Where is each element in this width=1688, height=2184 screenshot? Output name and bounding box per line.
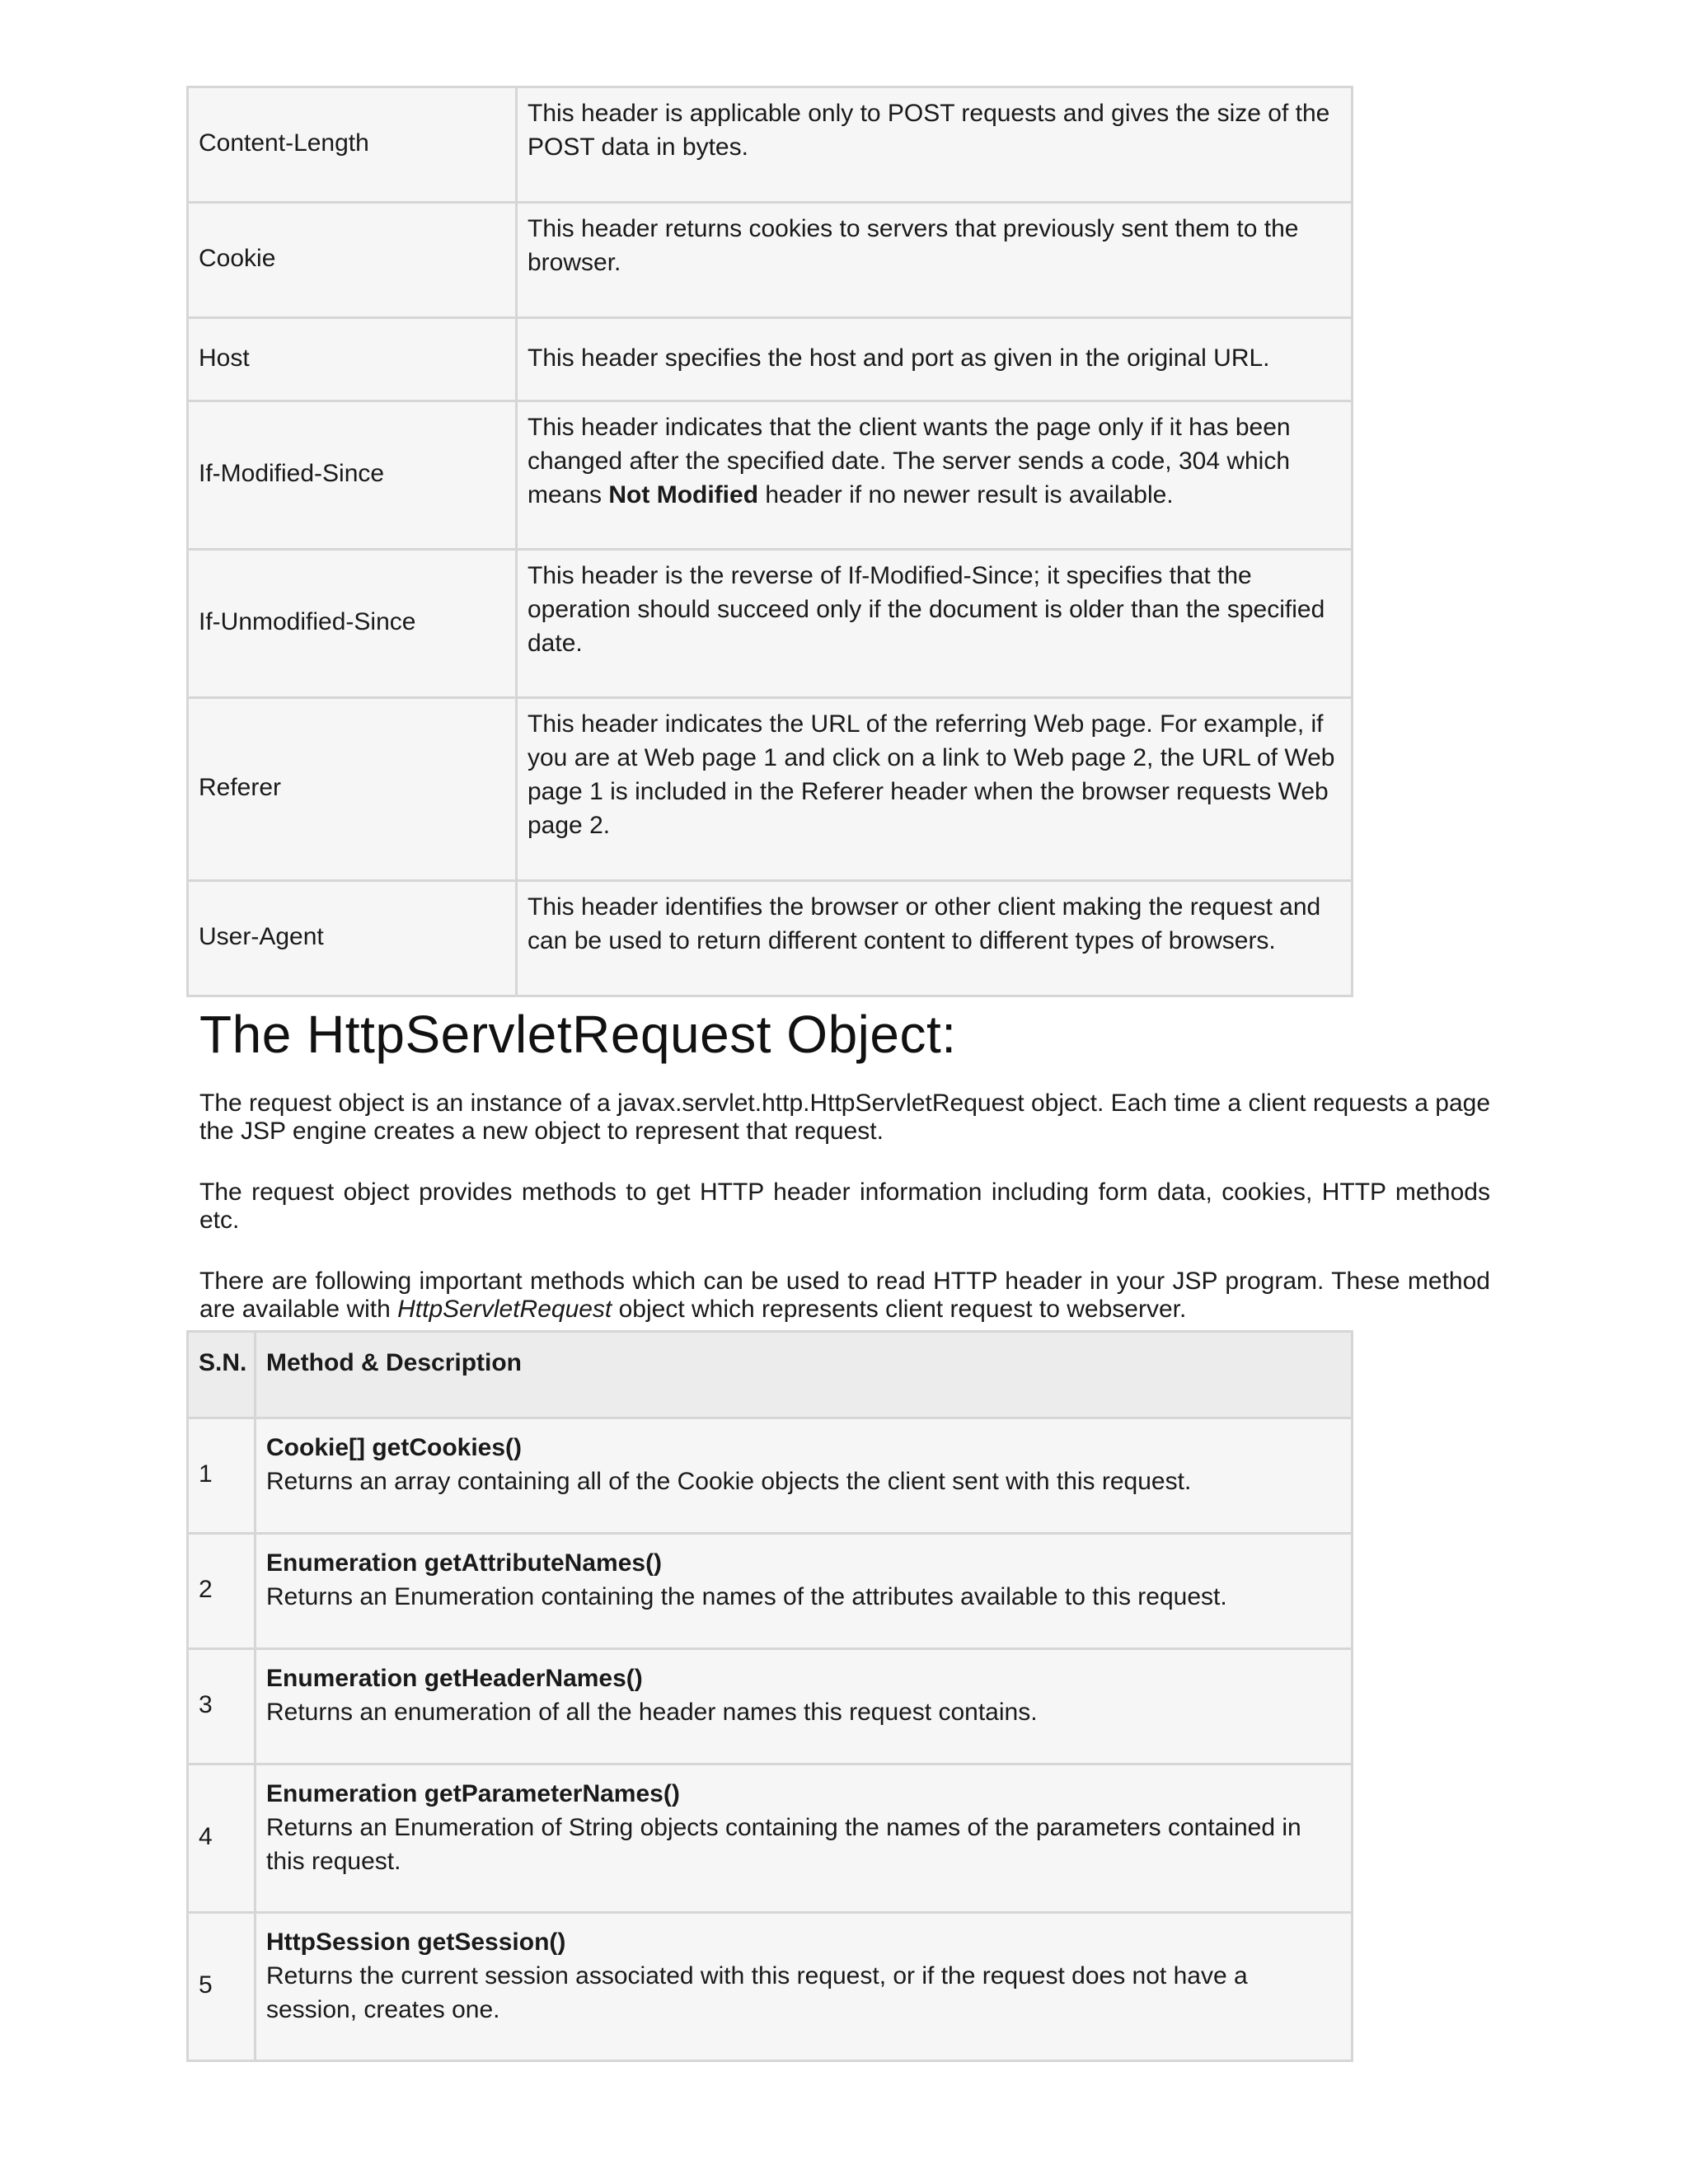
header-name-cell: If-Modified-Since [188, 401, 517, 550]
table-row [188, 203, 1353, 318]
important-methods-paragraph [199, 1268, 1490, 1324]
description-emphasis: Not Modified [608, 481, 759, 509]
header-name-cell: Referer [188, 698, 517, 881]
method-name: Cookie[] getCookies() [266, 1434, 523, 1461]
table-row [188, 1418, 1353, 1534]
http-headers-table [186, 86, 1353, 997]
table-row [188, 1765, 1353, 1913]
column-header-method: Method & Description [256, 1332, 1353, 1418]
request-methods-table [186, 1330, 1353, 2062]
method-description: Returns an Enumeration containing the names of the attributes available to this request. [266, 1583, 1227, 1610]
header-name-cell: Content-Length [188, 87, 517, 203]
header-description-cell [517, 401, 1353, 550]
serial-number-cell: 3 [188, 1649, 256, 1765]
header-description-cell: This header is the reverse of If-Modified-Since; it specifies that the operation should succeed only if the document is older than the specified date. [517, 550, 1353, 698]
method-cell [256, 1534, 1353, 1649]
header-name-cell: If-Unmodified-Since [188, 550, 517, 698]
class-name-emphasis: HttpServletRequest [397, 1296, 612, 1323]
description-text: This header indicates that the client wants the page only if it has been changed after the specified date. The server sends a code, 304 which means [528, 414, 1291, 509]
column-header-sn: S.N. [188, 1332, 256, 1418]
header-description-cell: This header identifies the browser or other client making the request and can be used to return different content to different types of browsers. [517, 881, 1353, 996]
header-description-cell: This header is applicable only to POST requests and gives the size of the POST data in bytes. [517, 87, 1353, 203]
header-name-cell: Host [188, 318, 517, 401]
table-row [188, 550, 1353, 698]
table-row [188, 1913, 1353, 2061]
method-cell [256, 1913, 1353, 2061]
table-row [188, 881, 1353, 996]
table-row [188, 318, 1353, 401]
table-header-row [188, 1332, 1353, 1418]
intro-paragraph: The request object is an instance of a javax.servlet.http.HttpServletRequest object. Each time a client requests a page the JSP engine creates a new object to represent that request. [199, 1090, 1490, 1145]
header-name-cell: User-Agent [188, 881, 517, 996]
paragraph-text: object which represents client request to webserver. [612, 1296, 1187, 1323]
header-name-cell: Cookie [188, 203, 517, 318]
method-name: Enumeration getHeaderNames() [266, 1665, 643, 1692]
header-description-cell: This header specifies the host and port as given in the original URL. [517, 318, 1353, 401]
method-cell [256, 1765, 1353, 1913]
method-description: Returns an array containing all of the Cookie objects the client sent with this request. [266, 1468, 1192, 1495]
method-name: Enumeration getParameterNames() [266, 1780, 680, 1807]
paragraph-text: There are following important methods which can be used to read HTTP header in your JSP program. These method are available with [199, 1268, 1490, 1323]
table-row [188, 87, 1353, 203]
methods-paragraph: The request object provides methods to get HTTP header information including form data, cookies, HTTP methods etc. [199, 1179, 1490, 1234]
method-description: Returns an Enumeration of String objects containing the names of the parameters contained in this request. [266, 1814, 1301, 1875]
serial-number-cell: 1 [188, 1418, 256, 1534]
header-description-cell: This header returns cookies to servers that previously sent them to the browser. [517, 203, 1353, 318]
method-cell [256, 1649, 1353, 1765]
serial-number-cell: 2 [188, 1534, 256, 1649]
header-description-cell: This header indicates the URL of the referring Web page. For example, if you are at Web page 1 and click on a link to Web page 2, the URL of Web page 1 is included in the Referer header when the browser requests Web page 2. [517, 698, 1353, 881]
method-description: Returns an enumeration of all the header names this request contains. [266, 1699, 1038, 1726]
table-row [188, 1649, 1353, 1765]
table-row [188, 401, 1353, 550]
table-row [188, 698, 1353, 881]
description-text: header if no newer result is available. [758, 481, 1174, 509]
serial-number-cell: 5 [188, 1913, 256, 2061]
method-cell [256, 1418, 1353, 1534]
method-name: HttpSession getSession() [266, 1929, 566, 1956]
serial-number-cell: 4 [188, 1765, 256, 1913]
method-name: Enumeration getAttributeNames() [266, 1549, 663, 1577]
table-row [188, 1534, 1353, 1649]
section-heading: The HttpServletRequest Object: [199, 1005, 957, 1064]
method-description: Returns the current session associated with this request, or if the request does not have a session, creates one. [266, 1962, 1248, 2023]
